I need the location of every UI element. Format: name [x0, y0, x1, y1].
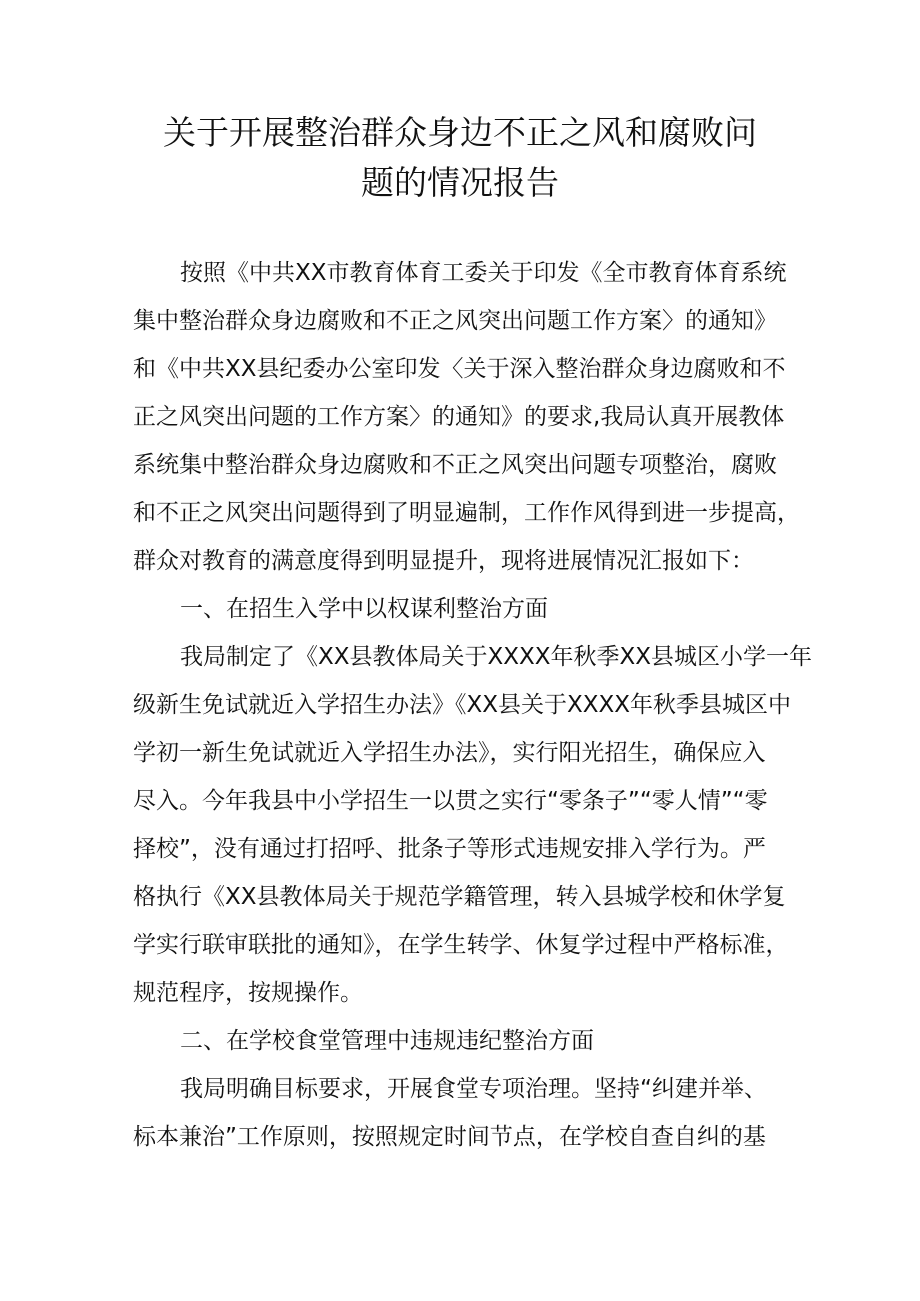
- paragraph-line: 我局制定了《XX县教体局关于XXXX年秋季XX县城区小学一年: [180, 644, 813, 670]
- paragraph-line: 群众对教育的满意度得到明显提升，现将进展情况汇报如下：: [133, 548, 754, 574]
- paragraph-line: 学初一新生免试就近入学招生办法》，实行阳光招生，确保应入: [133, 740, 766, 766]
- section-heading: 一、在招生入学中以权谋利整治方面: [180, 596, 548, 622]
- paragraph-line: 规范程序，按规操作。: [133, 980, 363, 1006]
- paragraph-line: 和《中共XX县纪委办公室印发〈关于深入整治群众身边腐败和不: [133, 356, 786, 382]
- paragraph-line: 格执行《XX县教体局关于规范学籍管理，转入县城学校和休学复: [133, 884, 786, 910]
- document-title: [120, 108, 800, 208]
- paragraph-line: 级新生免试就近入学招生办法》《XX县关于XXXX年秋季县城区中: [133, 692, 792, 718]
- paragraph-line: 系统集中整治群众身边腐败和不正之风突出问题专项整治，腐败: [133, 452, 777, 478]
- paragraph-line: 按照《中共XX市教育体育工委关于印发《全市教育体育系统: [180, 260, 787, 286]
- section-heading: 二、在学校食堂管理中违规违纪整治方面: [180, 1028, 594, 1054]
- title-line: 关于开展整治群众身边不正之风和腐败问: [163, 113, 757, 152]
- paragraph-line: 标本兼治”工作原则，按照规定时间节点，在学校自查自纠的基: [133, 1124, 766, 1150]
- paragraph-line: 尽入。今年我县中小学招生一以贯之实行“零条子”“零人情”“零: [133, 788, 768, 814]
- paragraph-line: 集中整治群众身边腐败和不正之风突出问题工作方案〉的通知》: [133, 308, 777, 334]
- paragraph-line: 学实行联审联批的通知》，在学生转学、休复学过程中严格标准，: [133, 932, 789, 958]
- paragraph-line: 和不正之风突出问题得到了明显遍制，工作作风得到进一步提高，: [133, 500, 800, 526]
- title-line: 题的情况报告: [361, 163, 559, 202]
- document-body: [133, 249, 813, 1161]
- paragraph-line: 择校”，没有通过打招呼、批条子等形式违规安排入学行为。严: [133, 836, 766, 862]
- paragraph-line: 我局明确目标要求，开展食堂专项治理。坚持“纠建并举、: [180, 1076, 767, 1102]
- paragraph-line: 正之风突出问题的工作方案〉的通知》的要求,我局认真开展教体: [133, 404, 785, 430]
